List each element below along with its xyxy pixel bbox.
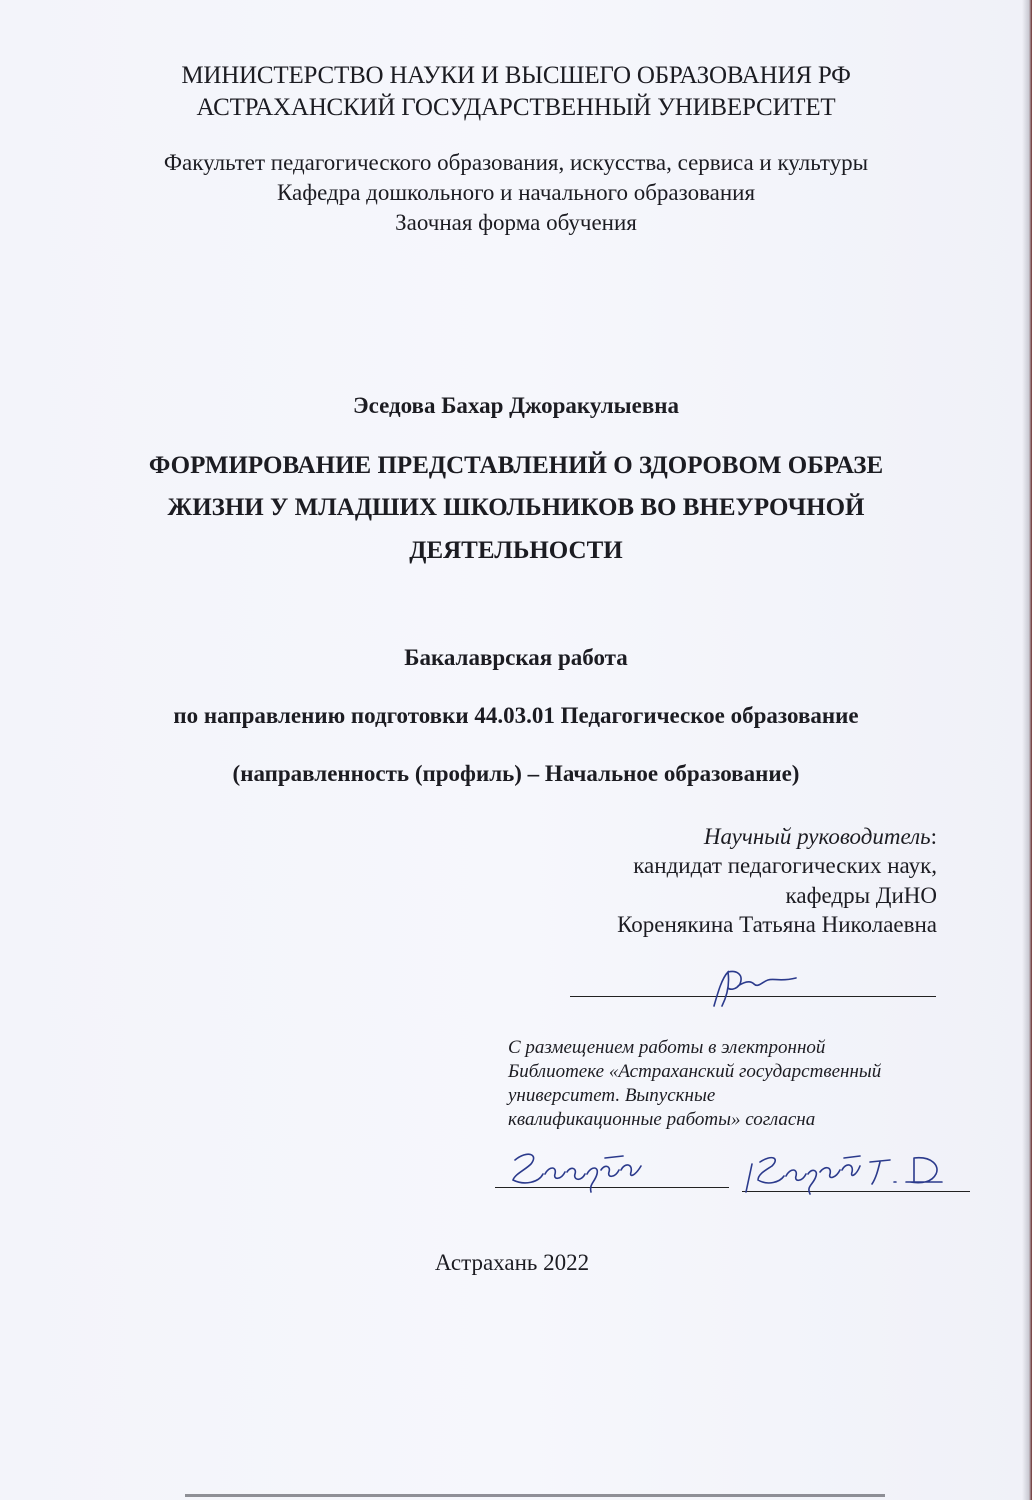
author-name: Эседова Бахар Джоракулыевна xyxy=(353,393,679,418)
supervisor-signature xyxy=(700,962,810,1012)
supervisor-name: Коренякина Татьяна Николаевна xyxy=(617,912,937,937)
title-line-2: ЖИЗНИ У МЛАДШИХ ШКОЛЬНИКОВ ВО ВНЕУРОЧНОЙ xyxy=(167,494,865,521)
page-edge-shadow xyxy=(1022,0,1032,1500)
student-signature-1 xyxy=(505,1140,665,1200)
study-form-line: Заочная форма обучения xyxy=(395,210,637,235)
library-consent-line-2: Библиотеке «Астраханский государственный xyxy=(508,1061,882,1082)
work-type: Бакалаврская работа xyxy=(404,645,628,670)
faculty-line: Факультет педагогического образования, искусства, сервиса и культуры xyxy=(163,150,869,175)
title-line-3: ДЕЯТЕЛЬНОСТИ xyxy=(409,537,623,564)
library-consent-line-4: квалификационные работы» согласна xyxy=(508,1109,816,1130)
ministry-heading: МИНИСТЕРСТВО НАУКИ И ВЫСШЕГО ОБРАЗОВАНИЯ РФ xyxy=(181,62,851,89)
supervisor-department: кафедры ДиНО xyxy=(785,883,937,908)
profile-line: (направленность (профиль) – Начальное образование) xyxy=(232,761,800,786)
library-consent-line-3: университет. Выпускные xyxy=(508,1085,716,1106)
city-year: Астрахань 2022 xyxy=(434,1250,590,1275)
supervisor-label-colon: : xyxy=(930,824,937,849)
library-consent-line-1: С размещением работы в электронной xyxy=(508,1037,826,1058)
department-line: Кафедра дошкольного и начального образования xyxy=(276,180,756,205)
bottom-edge-mark xyxy=(185,1494,885,1497)
direction-line: по направлению подготовки 44.03.01 Педагогическое образование xyxy=(173,703,859,728)
student-signature-2 xyxy=(744,1140,954,1200)
supervisor-label: Научный руководитель xyxy=(703,824,931,849)
title-line-1: ФОРМИРОВАНИЕ ПРЕДСТАВЛЕНИЙ О ЗДОРОВОМ ОБРАЗЕ xyxy=(148,452,884,479)
supervisor-degree: кандидат педагогических наук, xyxy=(633,853,937,878)
university-heading: АСТРАХАНСКИЙ ГОСУДАРСТВЕННЫЙ УНИВЕРСИТЕТ xyxy=(196,94,836,121)
supervisor-label-row xyxy=(704,824,937,850)
